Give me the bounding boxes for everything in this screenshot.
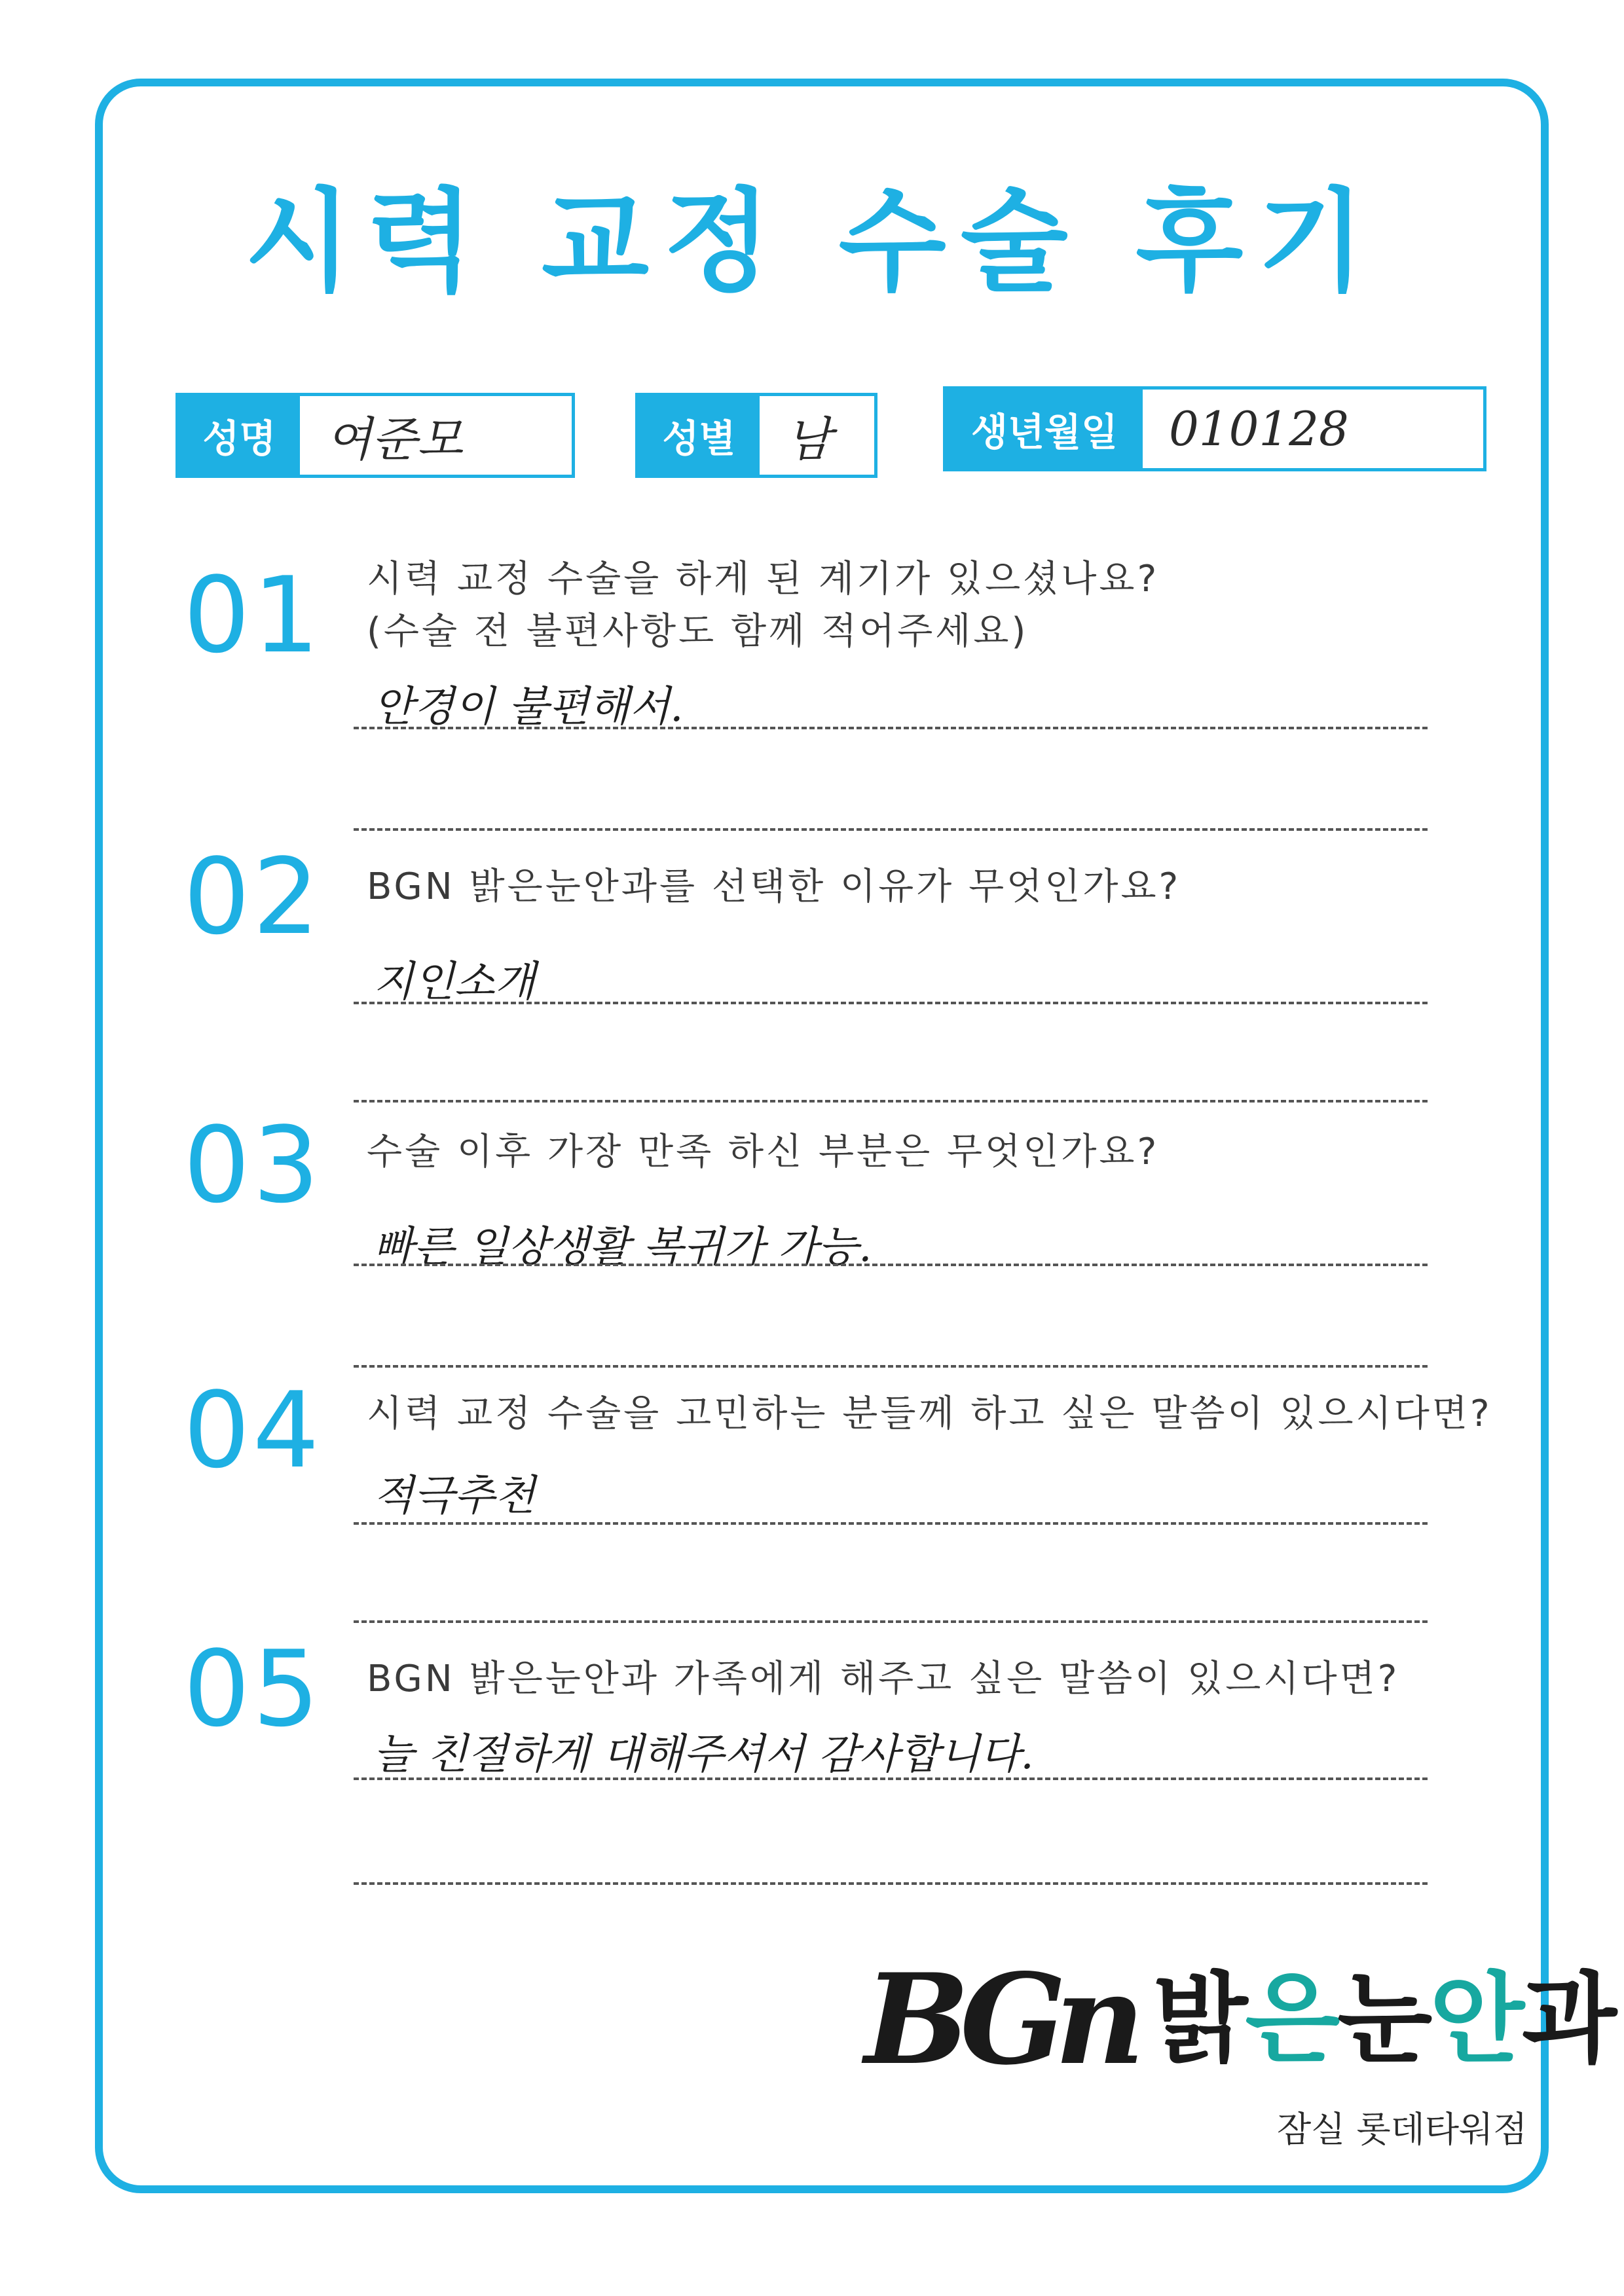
- gender-value: 남: [786, 412, 832, 467]
- answer-line-05-a: [354, 1777, 1428, 1780]
- answer-05[interactable]: 늘 친절하게 대해주셔서 감사합니다.: [373, 1730, 1034, 1779]
- clinic-name-char-2: 은: [1245, 1963, 1338, 2077]
- answer-line-01-b: [354, 828, 1428, 831]
- question-text-04: 시력 교정 수술을 고민하는 분들께 하고 싶은 말씀이 있으시다면?: [367, 1393, 1492, 1435]
- answer-line-02-a: [354, 1002, 1428, 1004]
- gender-field[interactable]: [635, 393, 877, 478]
- name-label: 성명: [179, 396, 300, 475]
- answer-line-03-b: [354, 1365, 1428, 1368]
- branch-name: 잠실 롯데타워점: [1277, 2109, 1528, 2150]
- answer-line-04-a: [354, 1522, 1428, 1525]
- question-number-03: 03: [183, 1104, 322, 1226]
- answer-line-03-a: [354, 1264, 1428, 1266]
- clinic-name-char-4: 안: [1430, 1963, 1522, 2077]
- answer-line-05-b: [354, 1882, 1428, 1885]
- question-text-01-line-2: (수술 전 불편사항도 함께 적어주세요): [367, 610, 1029, 653]
- question-number-02: 02: [183, 835, 322, 958]
- birthdate-label: 생년월일: [946, 390, 1143, 468]
- birthdate-value: 010128: [1169, 401, 1349, 456]
- answer-03[interactable]: 빠른 일상생활 복귀가 가능.: [373, 1223, 872, 1271]
- page-title: 시력 교정 수술 후기: [244, 177, 1380, 307]
- name-value: 여준모: [326, 412, 463, 467]
- answer-04[interactable]: 적극추천: [373, 1472, 536, 1520]
- clinic-name-char-3: 눈: [1337, 1963, 1430, 2077]
- clinic-logo: [864, 1946, 1615, 2092]
- question-text-01-line-1: 시력 교정 수술을 하게 된 계기가 있으셨나요?: [367, 558, 1160, 600]
- question-text-02: BGN 밝은눈안과를 선택한 이유가 무엇인가요?: [367, 866, 1181, 908]
- gender-label: 성별: [638, 396, 760, 475]
- question-number-04: 04: [183, 1369, 322, 1491]
- clinic-name-char-5: 과: [1522, 1963, 1615, 2077]
- question-number-01: 01: [183, 554, 322, 676]
- clinic-name: [1153, 1958, 1615, 2082]
- answer-line-01-a: [354, 727, 1428, 729]
- answer-01[interactable]: 안경이 불편해서.: [373, 683, 684, 731]
- question-text-05: BGN 밝은눈안과 가족에게 해주고 싶은 말씀이 있으시다면?: [367, 1658, 1400, 1700]
- clinic-name-char-1: 밝: [1153, 1963, 1246, 2077]
- question-text-03: 수술 이후 가장 만족 하신 부분은 무엇인가요?: [367, 1131, 1160, 1173]
- bgn-logo-mark: BGn: [864, 1946, 1134, 2092]
- answer-line-04-b: [354, 1620, 1428, 1623]
- name-field[interactable]: [175, 393, 575, 478]
- birthdate-field[interactable]: [943, 386, 1486, 471]
- answer-line-02-b: [354, 1100, 1428, 1102]
- answer-02[interactable]: 지인소개: [373, 958, 536, 1006]
- question-number-05: 05: [183, 1628, 322, 1750]
